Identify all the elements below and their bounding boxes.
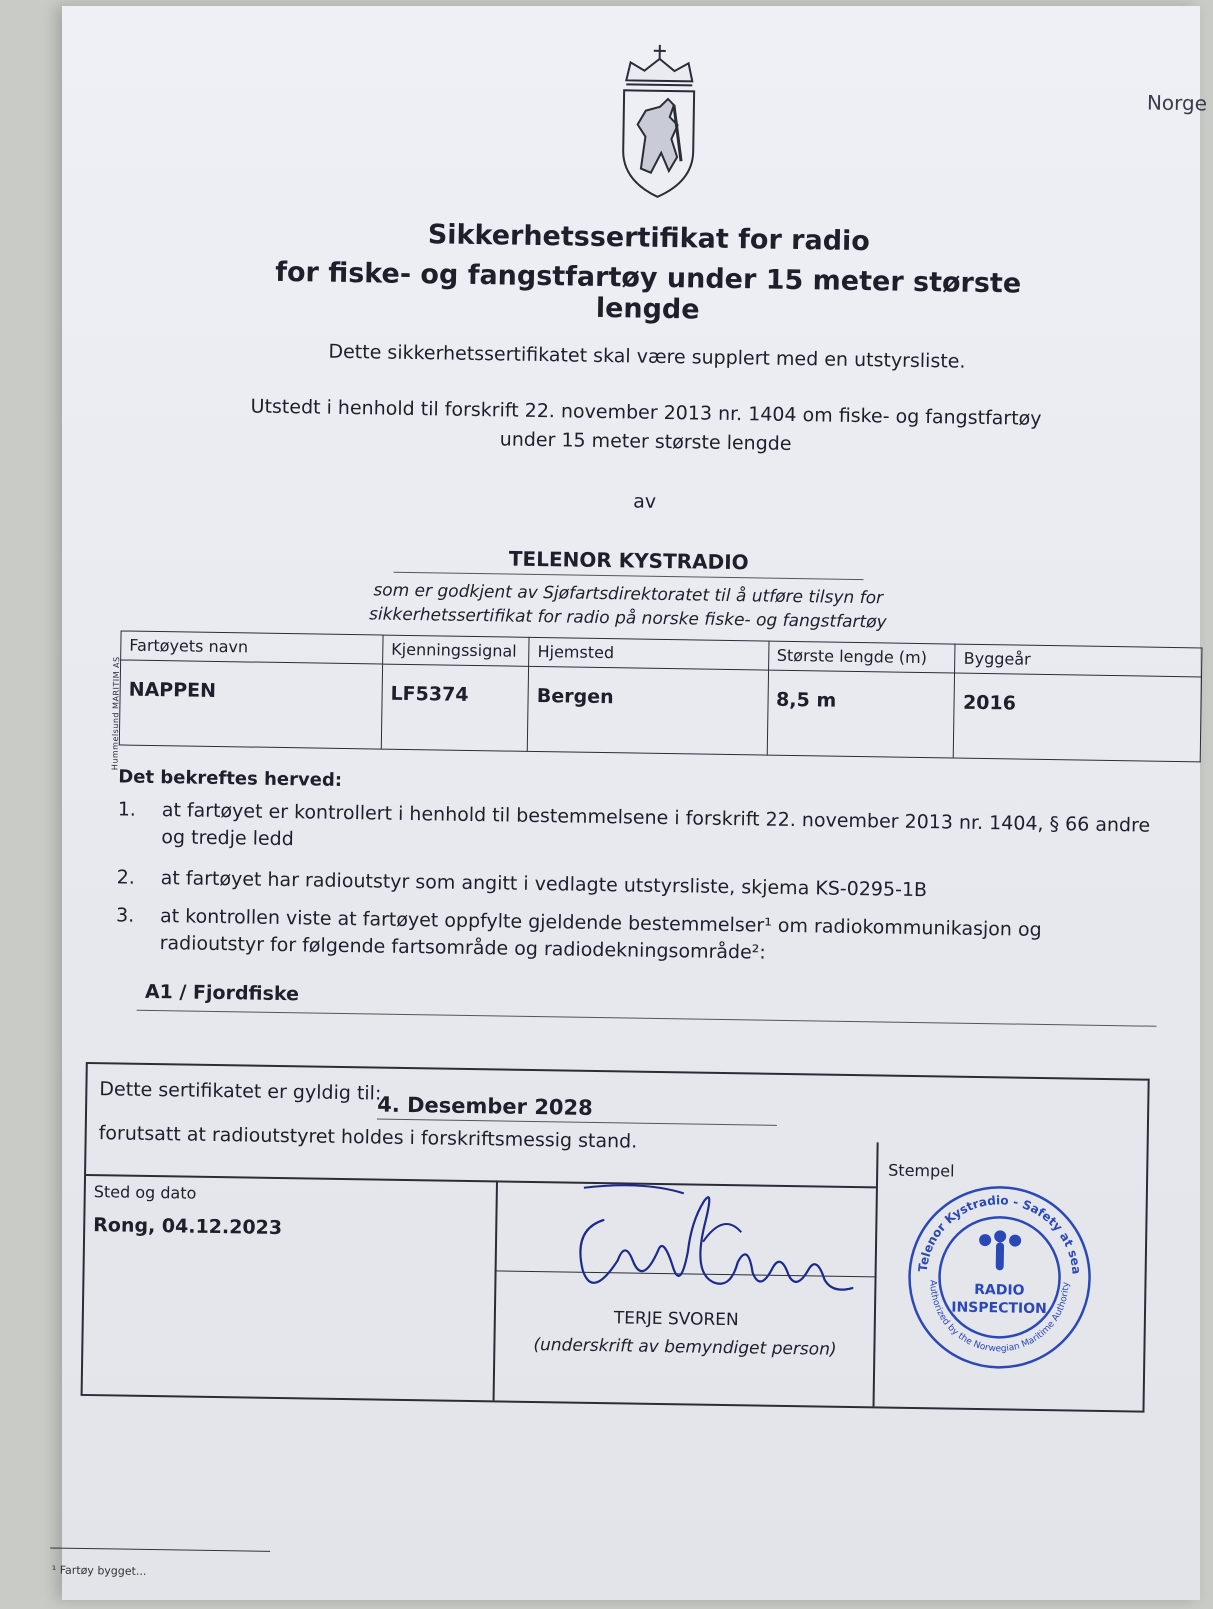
place-date-value: Rong, 04.12.2023 xyxy=(93,1214,282,1239)
signer-name: TERJE SVOREN xyxy=(614,1308,739,1330)
certificate-subtitle: for fiske- og fangstfartøy under 15 meter største lengde xyxy=(228,256,1069,331)
table-row xyxy=(119,660,1201,762)
approval-line-2: sikkerhetssertifikat for radio på norske fiske- og fangstfartøy xyxy=(333,602,923,635)
divider xyxy=(873,1142,879,1406)
issued-by-label: av xyxy=(225,484,1065,519)
divider xyxy=(50,1547,270,1551)
item-number: 1. xyxy=(118,796,158,824)
build-year: 2016 xyxy=(954,673,1202,762)
call-sign: LF5374 xyxy=(381,664,529,751)
header-home-port: Hjemsted xyxy=(529,637,769,670)
header-max-length: Største lengde (m) xyxy=(768,641,955,673)
stamp-label: Stempel xyxy=(888,1161,955,1181)
footnote: ¹ Fartøy bygget... xyxy=(52,1563,147,1577)
divider xyxy=(137,1010,1157,1027)
place-date-label: Sted og dato xyxy=(94,1182,197,1203)
home-port: Bergen xyxy=(527,666,768,755)
stamp-top-text: Telenor Kystradio - Safety at sea xyxy=(916,1192,1085,1275)
item-text: at fartøyet er kontrollert i henhold til bestemmelsene i forskrift 22. november 2013 nr. 1404, § 66 andre og tredje ledd xyxy=(161,797,1152,867)
issuer-name: TELENOR KYSTRADIO xyxy=(394,545,864,580)
stamp-bottom-text: Authorized by the Norwegian Maritime Authority xyxy=(926,1279,1071,1355)
regulation-line-1: Utstedt i henhold til forskrift 22. november 2013 nr. 1404 om fiske- og fangstfartøy xyxy=(226,392,1066,434)
validity-condition: forutsatt at radioutstyret holdes i forskriftsmessig stand. xyxy=(99,1122,638,1152)
confirmation-heading: Det bekreftes herved: xyxy=(118,766,342,791)
item-number: 2. xyxy=(117,864,157,892)
item-number: 3. xyxy=(116,902,156,930)
regulation-line-2: under 15 meter største lengde xyxy=(225,421,1065,463)
list-item xyxy=(118,796,1148,812)
item-text: at fartøyet har radioutstyr som angitt i vedlagte utstyrsliste, skjema KS-0295-1B xyxy=(160,865,1150,908)
item-text: at kontrollen viste at fartøyet oppfylte gjeldende bestemmelser¹ om radiokommunikasjon og radioutstyr for følgende fartsområde og radiodekningsområde²: xyxy=(159,903,1150,973)
issuer-approval xyxy=(333,578,924,635)
divider xyxy=(493,1180,498,1400)
certificate-title: Sikkerhetssertifikat for radio xyxy=(229,216,1069,260)
header-build-year: Byggeår xyxy=(955,644,1202,677)
valid-until-date: 4. Desember 2028 xyxy=(377,1093,777,1126)
max-length: 8,5 m xyxy=(767,670,955,758)
stamp-center-line-1: RADIO xyxy=(974,1282,1025,1299)
coat-of-arms-icon xyxy=(614,40,703,201)
valid-until-label: Dette sertifikatet er gyldig til: xyxy=(99,1078,381,1104)
radio-inspection-stamp xyxy=(903,1181,1096,1374)
list-item xyxy=(117,864,1147,880)
hummelsund-logo-text: Hummelsund MARITIM AS xyxy=(110,656,121,770)
header-vessel-name: Fartøyets navn xyxy=(121,631,383,664)
sea-area: A1 / Fjordfiske xyxy=(145,981,299,1005)
vessel-name: NAPPEN xyxy=(119,660,382,749)
handwritten-signature xyxy=(562,1179,864,1324)
header-call-sign: Kjenningssignal xyxy=(383,635,530,666)
country-label: Norge xyxy=(1147,91,1207,116)
stamp-center-line-2: INSPECTION xyxy=(951,1300,1047,1317)
vessel-table xyxy=(119,630,1203,762)
regulation-reference xyxy=(225,392,1066,463)
supplement-note: Dette sikkerhetssertifikatet skal være supplert med en utstyrsliste. xyxy=(227,339,1067,374)
approval-line-1: som er godkjent av Sjøfartsdirektoratet til å utføre tilsyn for xyxy=(333,578,923,611)
signer-role: (underskrift av bemyndiget person) xyxy=(533,1335,836,1360)
